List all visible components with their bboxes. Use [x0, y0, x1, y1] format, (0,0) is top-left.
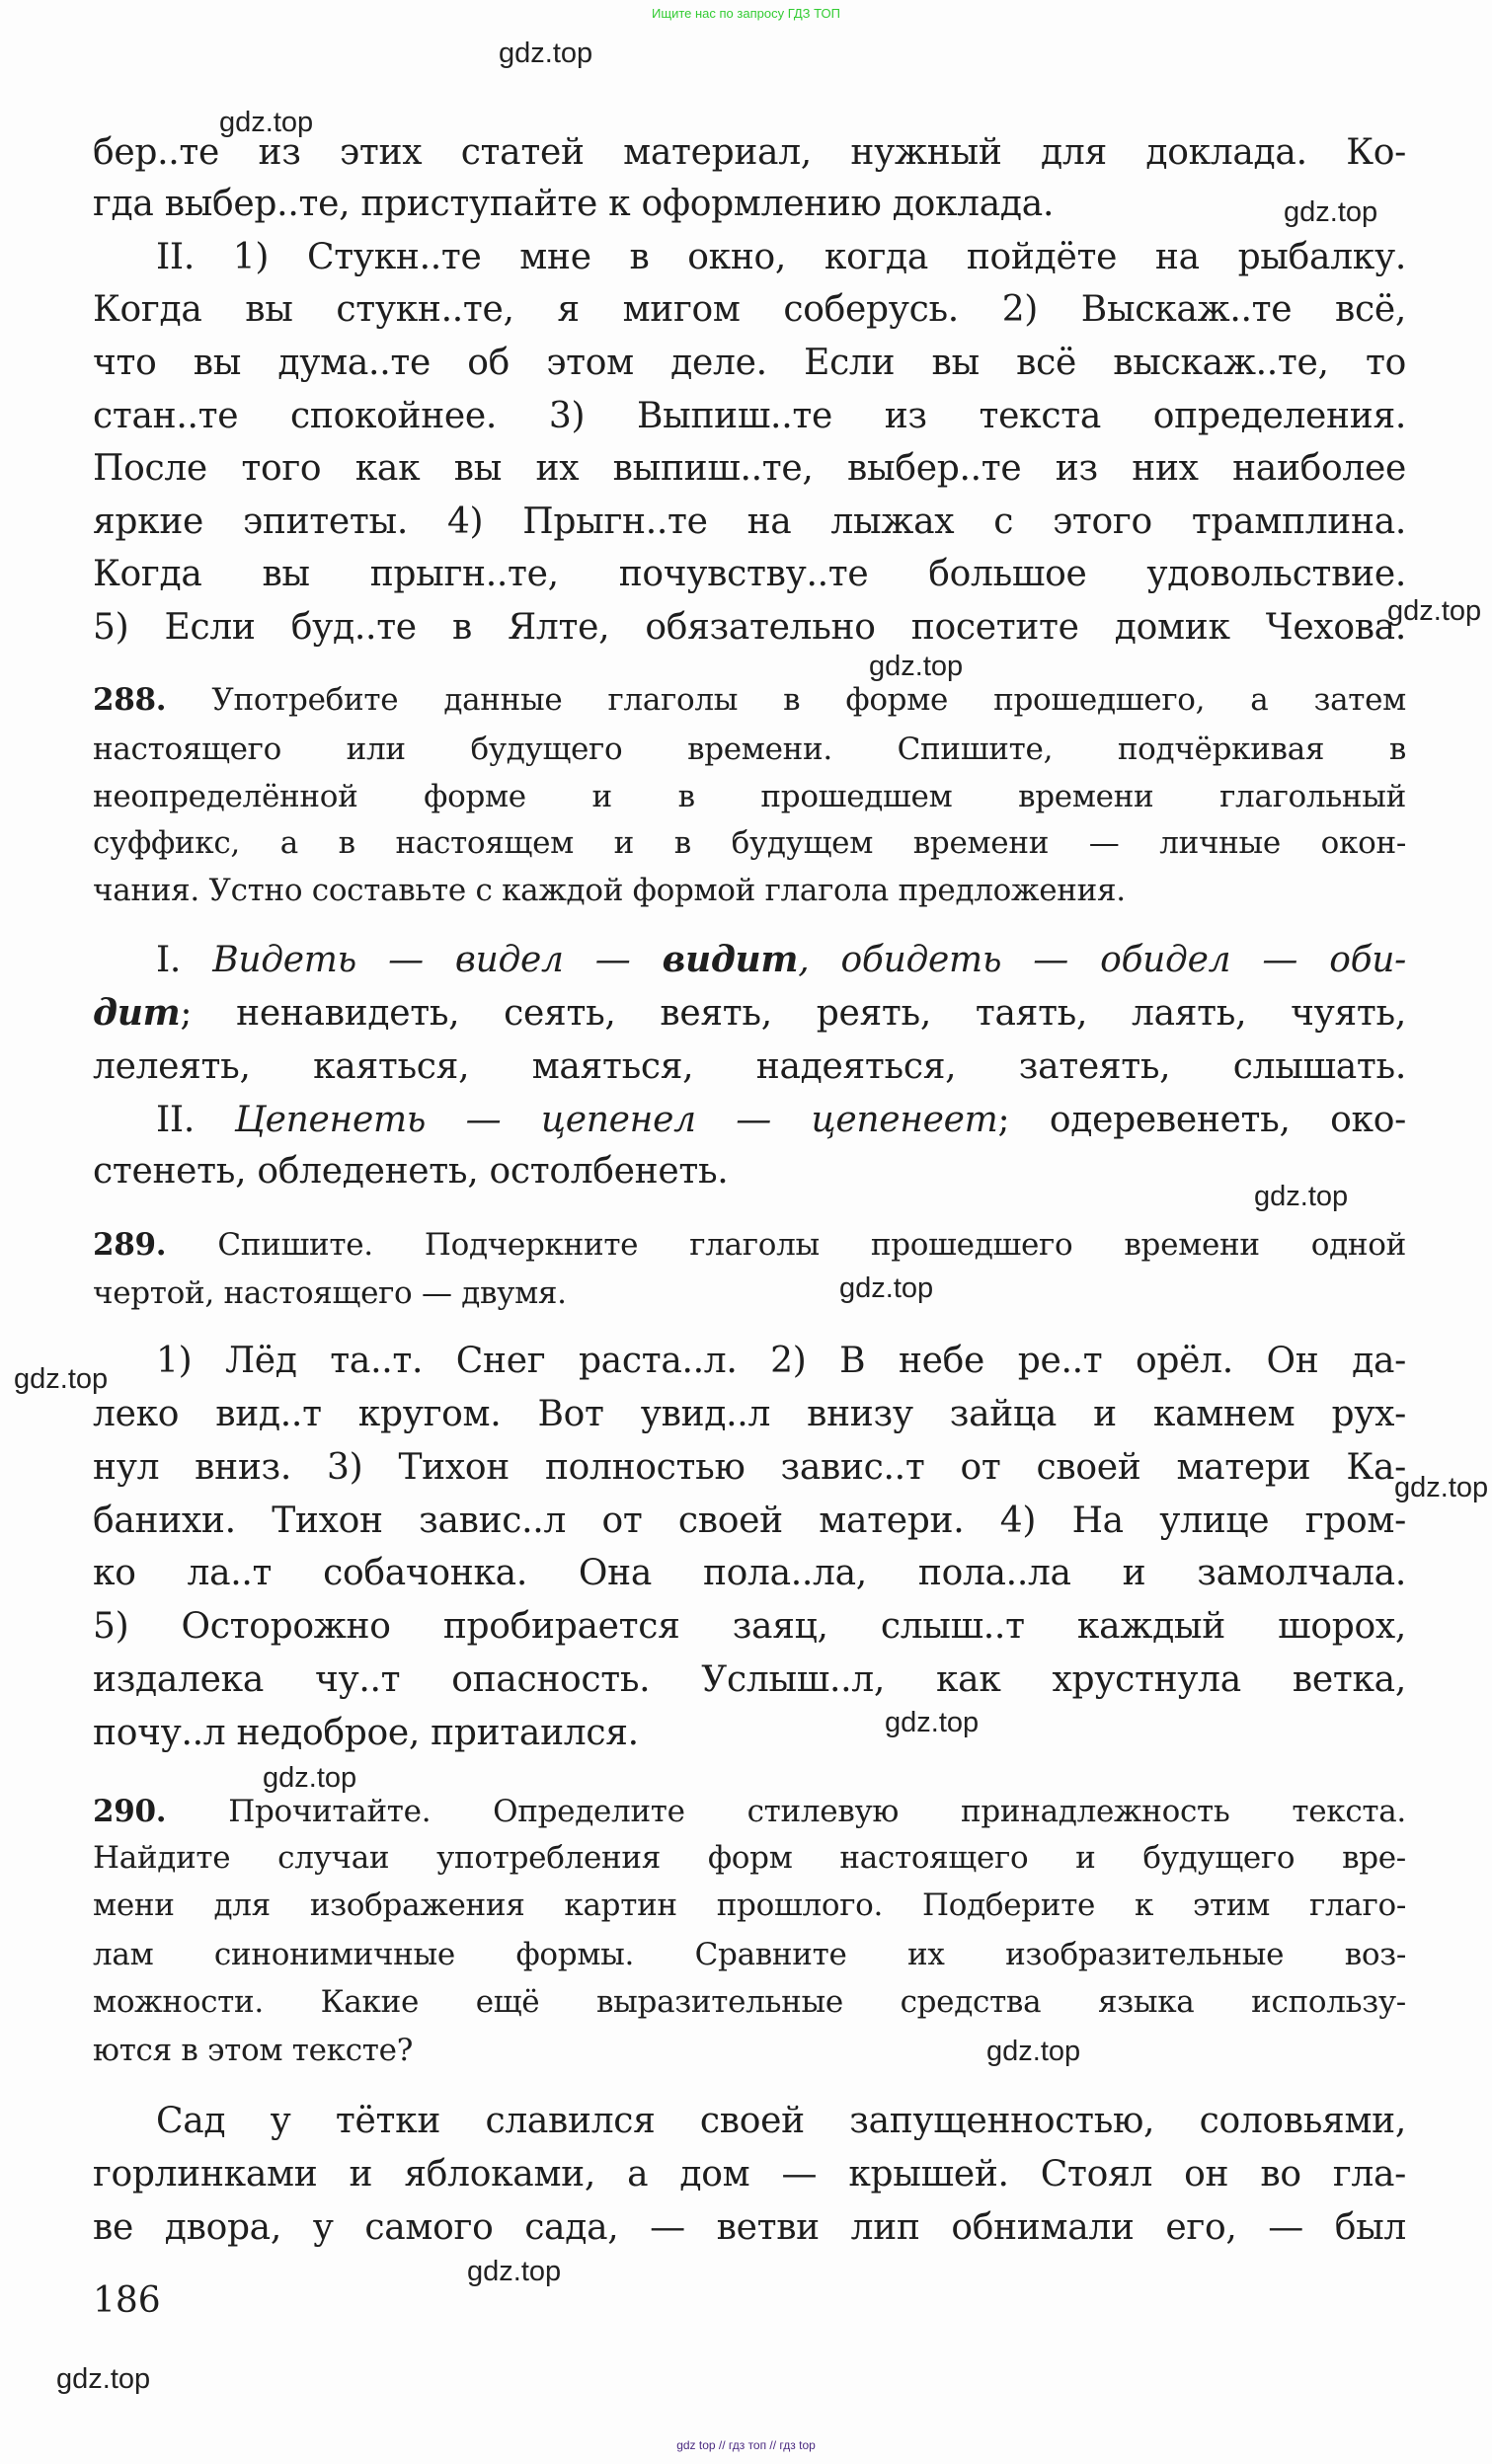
text-line [93, 2153, 1406, 2196]
text-line [93, 342, 1406, 385]
text-line [93, 1045, 1406, 1089]
text-segment: Спишите. Подчеркните глаголы прошедшего времени одной [166, 1227, 1406, 1263]
text-segment: ко ла..т собачонка. Она пола..ла, пола..ла и замолчала. [93, 1553, 1406, 1593]
text-segment: 5) Если буд..те в Ялте, обязательно посетите домик Чехова. [93, 607, 1406, 648]
text-line [93, 1393, 1406, 1436]
text-line [93, 869, 1126, 912]
text-line [93, 606, 1406, 650]
text-segment: 1) Лёд та..т. Снег раста..л. 2) В небе ре..т орёл. Он да- [156, 1341, 1406, 1381]
text-segment: почу..л недоброе, притаился. [93, 1713, 639, 1753]
text-line [93, 2206, 1406, 2250]
text-segment: Прочитайте. Определите стилевую принадлежность текста. [166, 1794, 1406, 1829]
top-banner[interactable]: Ищите нас по запросу ГДЗ ТОП [652, 6, 840, 21]
text-segment: можности. Какие ещё выразительные средства языка использу- [93, 1984, 1406, 2020]
text-segment: суффикс, а в настоящем и в будущем времени — личные окон- [93, 825, 1406, 861]
text-line [93, 183, 1054, 226]
text-segment: ются в этом тексте? [93, 2033, 414, 2068]
text-segment: мени для изображения картин прошлого. Подберите к этим глаго- [93, 1887, 1406, 1923]
text-segment: 289. [93, 1227, 167, 1263]
text-segment: что вы дума..те об этом деле. Если вы всё выскаж..те, то [93, 343, 1406, 383]
text-line [93, 1658, 1406, 1702]
text-line [156, 236, 1406, 279]
watermark-text: gdz.top [219, 107, 314, 138]
text-line [93, 1836, 1406, 1880]
watermark-text: gdz.top [1254, 1181, 1349, 1212]
page-number: 186 [93, 2280, 161, 2321]
text-line [93, 1790, 1406, 1833]
text-line [93, 500, 1406, 544]
text-segment: ; ненавидеть, сеять, веять, реять, таять, лаять, чуять, [180, 993, 1406, 1034]
text-line [93, 1605, 1406, 1649]
watermark-text: gdz.top [499, 38, 593, 69]
text-segment: настоящего или будущего времени. Спишите, подчёркивая в [93, 732, 1406, 767]
text-segment: яркие эпитеты. 4) Прыгн..те на лыжах с этого трамплина. [93, 501, 1406, 542]
text-segment: II. [156, 1100, 235, 1140]
text-segment: издалека чу..т опасность. Услыш..л, как хрустнула ветка, [93, 1659, 1406, 1700]
watermark-text: gdz.top [56, 2363, 151, 2395]
text-line [93, 775, 1406, 818]
text-line [93, 991, 1406, 1036]
text-line [93, 1500, 1406, 1543]
text-segment: 5) Осторожно пробирается заяц, слыш..т каждый шорох, [93, 1606, 1406, 1647]
text-segment: , обидеть — обидел — оби- [798, 940, 1406, 980]
text-segment: I. [156, 940, 213, 980]
text-line [93, 553, 1406, 596]
text-segment: Найдите случаи употребления форм настоящего и будущего вре- [93, 1840, 1406, 1876]
text-segment: дит [93, 992, 181, 1034]
text-line [156, 1340, 1406, 1383]
text-line [156, 938, 1406, 982]
text-line [93, 728, 1406, 771]
text-segment: чания. Устно составьте с каждой формой глагола предложения. [93, 873, 1126, 908]
text-line [93, 1712, 639, 1755]
text-line [93, 821, 1406, 865]
text-segment: 290. [93, 1794, 167, 1829]
text-segment: Цепенеть — цепенел — цепенеет [234, 1100, 998, 1140]
text-segment: стан..те спокойнее. 3) Выпиш..те из текста определения. [93, 396, 1406, 436]
text-segment: неопределённой форме и в прошедшем времени глагольный [93, 779, 1406, 814]
text-line [93, 1884, 1406, 1927]
text-segment: Сад у тётки славился своей запущенностью, соловьями, [156, 2101, 1406, 2141]
text-segment: Когда вы прыгн..те, почувству..те большое удовольствие. [93, 554, 1406, 594]
text-segment: чертой, настоящего — двумя. [93, 1275, 567, 1311]
text-segment: ве двора, у самого сада, — ветви лип обнимали его, — был [93, 2207, 1406, 2248]
watermark-text: gdz.top [263, 1762, 357, 1794]
text-line [93, 1980, 1406, 2024]
text-line [93, 288, 1406, 332]
text-line [156, 1099, 1406, 1142]
text-segment: стенеть, обледенеть, остолбенеть. [93, 1151, 729, 1192]
watermark-text: gdz.top [1394, 1472, 1489, 1503]
watermark-text: gdz.top [869, 651, 964, 682]
text-segment: Видеть — видел — [212, 940, 663, 980]
watermark-text: gdz.top [885, 1707, 980, 1738]
text-line [93, 395, 1406, 438]
text-line [93, 1150, 728, 1194]
bottom-banner[interactable]: gdz top // гдз топ // гдз top [676, 2438, 816, 2452]
text-line [93, 1223, 1406, 1267]
watermark-text: gdz.top [986, 2036, 1081, 2067]
text-segment: видит [662, 939, 799, 980]
text-line [93, 678, 1406, 722]
text-segment: 288. [93, 682, 167, 718]
text-segment: нул вниз. 3) Тихон полностью завис..т от своей матери Ка- [93, 1447, 1406, 1488]
text-line [93, 1446, 1406, 1490]
watermark-text: gdz.top [14, 1363, 109, 1395]
text-segment: банихи. Тихон завис..л от своей матери. 4) На улице гром- [93, 1501, 1406, 1541]
text-segment: После того как вы их выпиш..те, выбер..те из них наиболее [93, 448, 1406, 489]
text-line [93, 1552, 1406, 1595]
watermark-text: gdz.top [467, 2256, 562, 2287]
watermark-text: gdz.top [839, 1272, 934, 1304]
text-line [93, 447, 1406, 491]
text-segment: ; одеревенеть, око- [997, 1100, 1406, 1140]
text-segment: гда выбер..те, приступайте к оформлению доклада. [93, 184, 1055, 224]
watermark-text: gdz.top [1284, 196, 1378, 228]
text-segment: лам синонимичные формы. Сравните их изобразительные воз- [93, 1937, 1406, 1972]
watermark-text: gdz.top [1387, 595, 1482, 627]
text-segment: II. 1) Стукн..те мне в окно, когда пойдёте на рыбалку. [156, 237, 1406, 277]
text-segment: леко вид..т кругом. Вот увид..л внизу зайца и камнем рух- [93, 1394, 1406, 1434]
text-line [156, 2100, 1406, 2143]
text-line [93, 1933, 1406, 1976]
text-segment: Когда вы стукн..те, я мигом соберусь. 2) Выскаж..те всё, [93, 289, 1406, 330]
text-segment: бер..те из этих статей материал, нужный для доклада. Ко- [93, 132, 1406, 173]
text-segment: Употребите данные глаголы в форме прошедшего, а затем [166, 682, 1406, 718]
text-segment: горлинками и яблоками, а дом — крышей. Стоял он во гла- [93, 2154, 1406, 2194]
text-segment: лелеять, каяться, маяться, надеяться, затеять, слышать. [93, 1046, 1406, 1087]
text-line [93, 1271, 567, 1315]
text-line [93, 2029, 413, 2072]
